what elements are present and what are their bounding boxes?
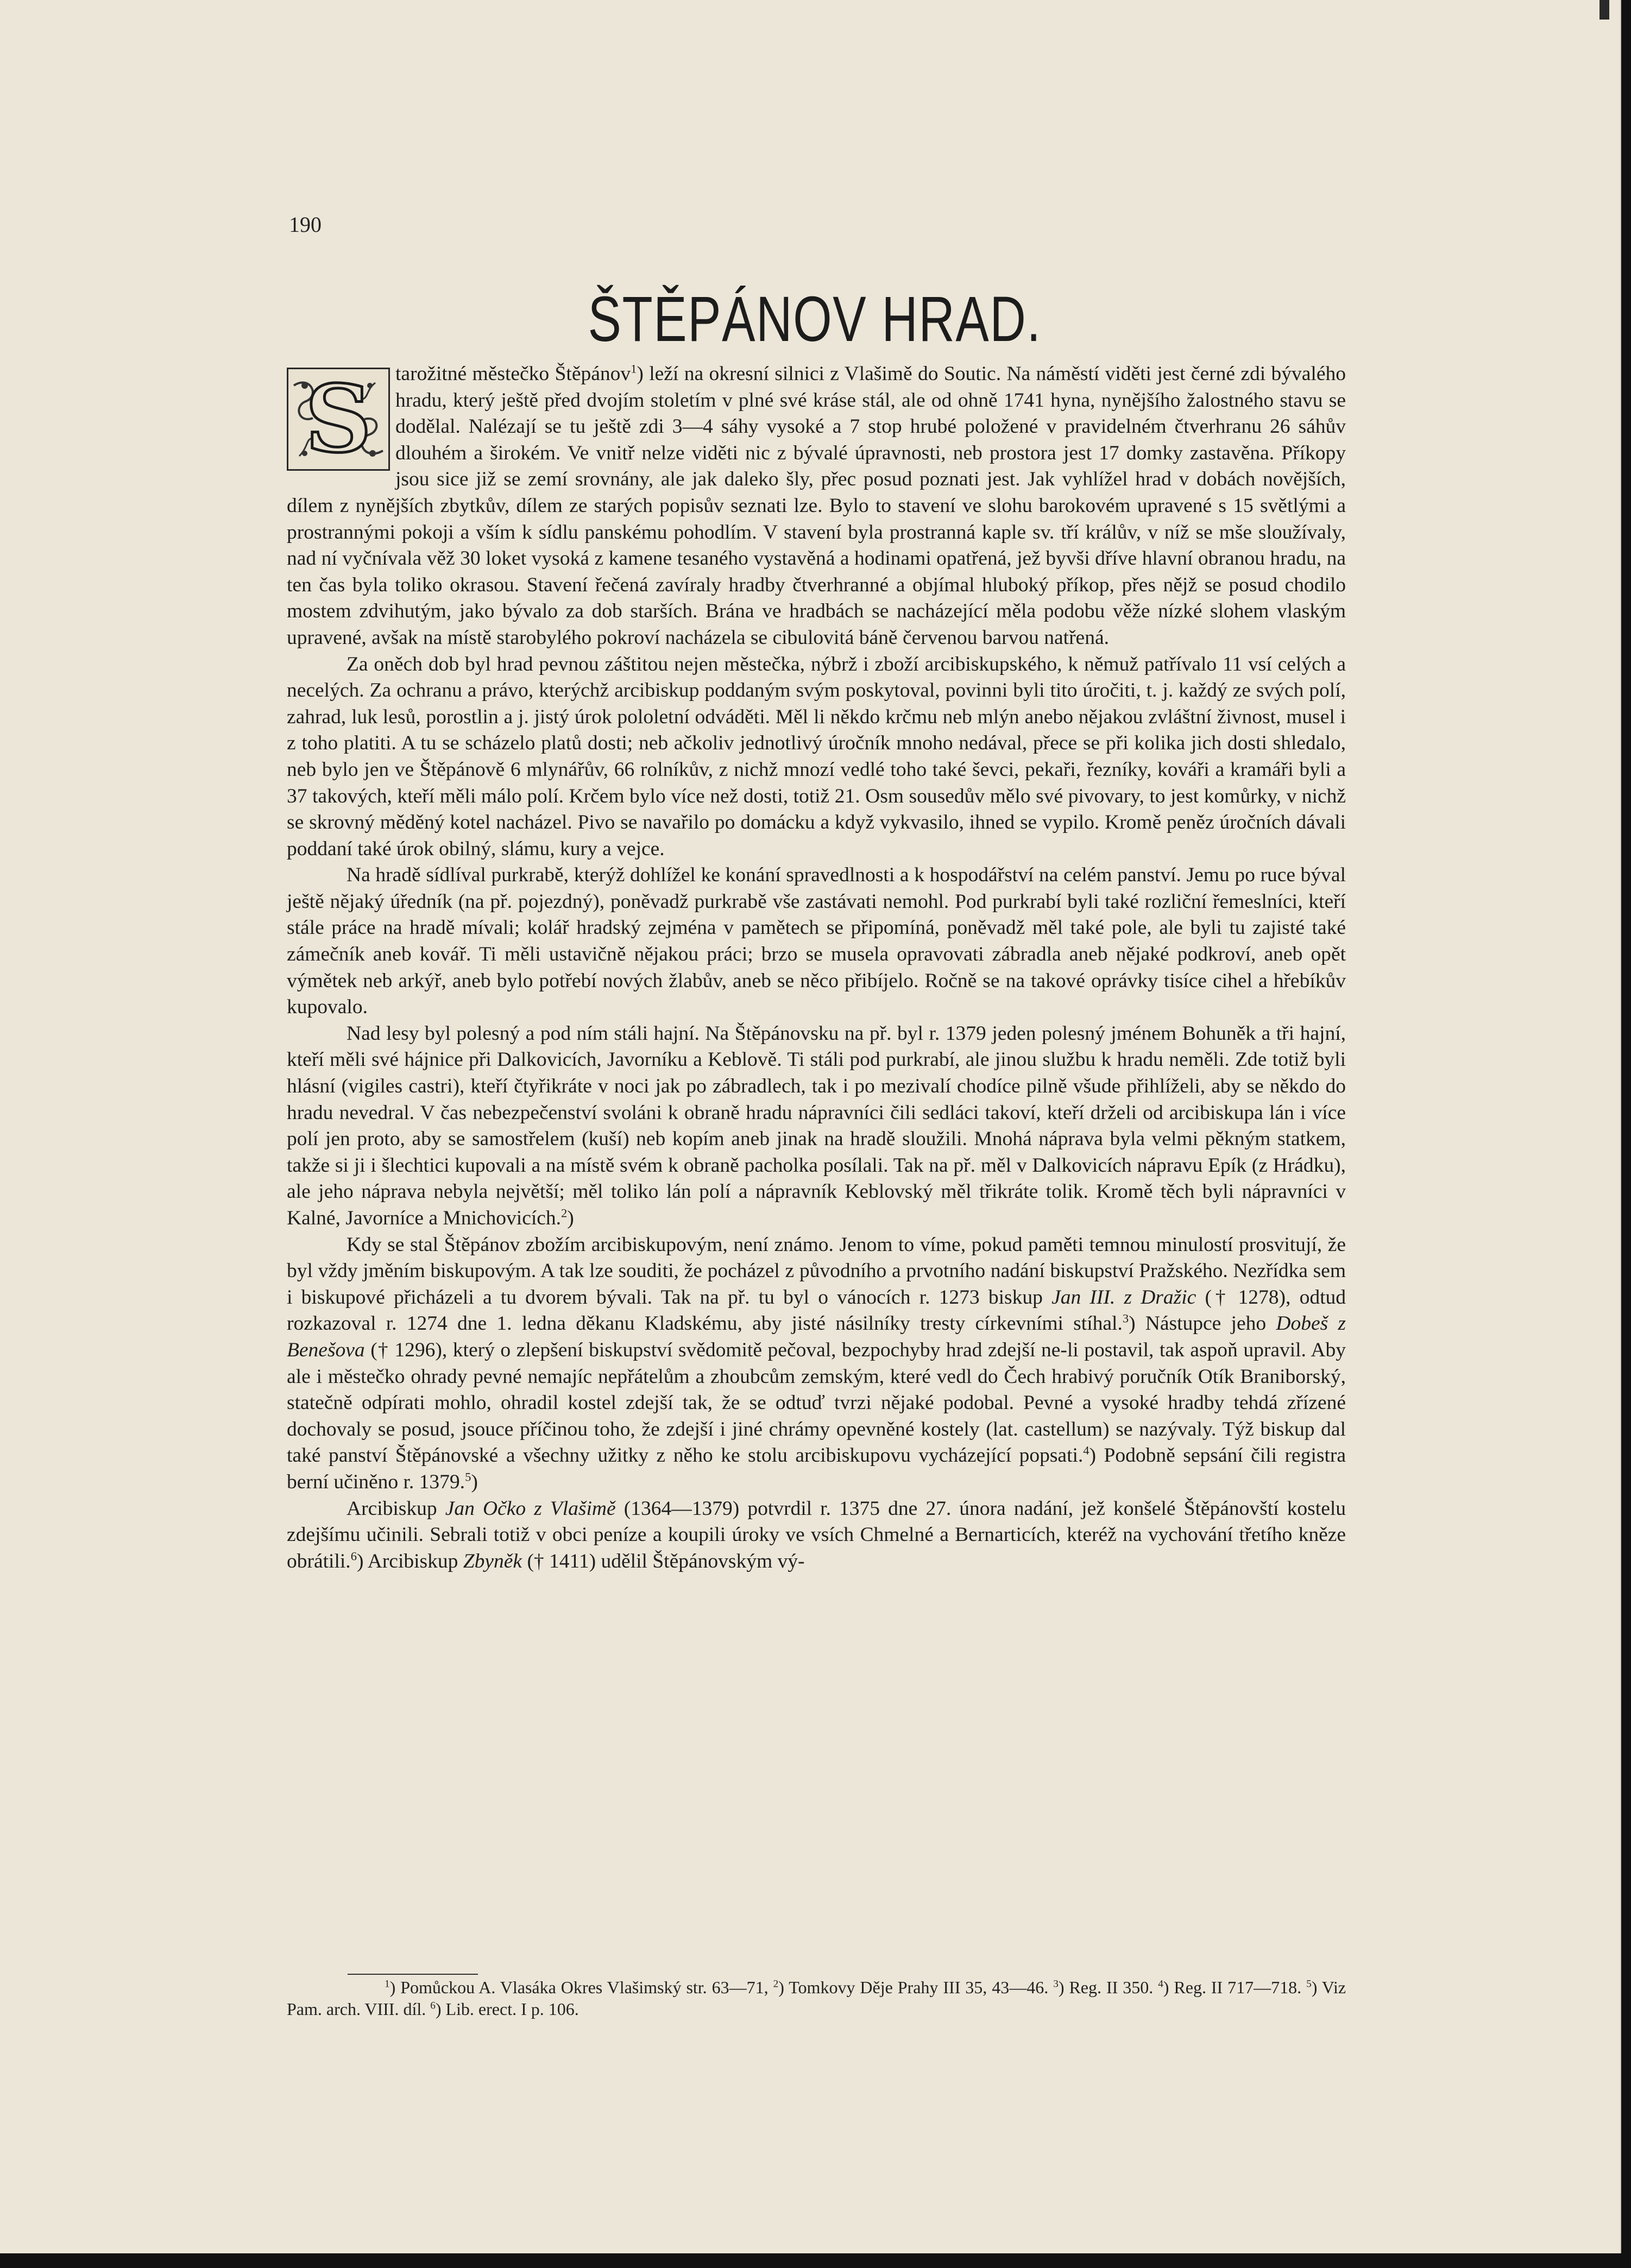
footnote-divider: [348, 1974, 478, 1975]
footnote-mark-3: 3: [1053, 1978, 1059, 1990]
paragraph-5-part-e: ) Podobně sepsání čili registra berní učiněno r. 1379.: [287, 1444, 1346, 1493]
footnote-1: ) Pomůckou A. Vlasáka Okres Vlašimský str. 63—71,: [389, 1978, 773, 1997]
footnote-mark-5: 5: [1306, 1978, 1312, 1990]
paragraph-6-part-d: († 1411) udělil Štěpánovským vý-: [522, 1550, 805, 1572]
dropcap-continuation: tarožitné městečko Štěpánov: [395, 363, 631, 385]
footnote-2: ) Tomkovy Děje Prahy III 35, 43—46.: [778, 1978, 1054, 1997]
initial-letter: S: [305, 365, 372, 473]
paragraph-5-part-a: Kdy se stal Štěpánov zbožím arcibiskupovým, není známo. Jenom to víme, pokud paměti temnou minulostí prosvitují, že byl vždy jměním biskupovým. A tak lze souditi, že pocházel z původního a prvotního nadání biskupství Pražského. Nezřídka sem i biskupové přicházeli a tu dvorem bývali. Tak na př. tu byl o vánocích r. 1273 biskup: [287, 1233, 1346, 1309]
scan-edge-right: [1621, 0, 1631, 2268]
paragraph-4-text: Nad lesy byl polesný a pod ním stáli hajní. Na Štěpánovsku na př. byl r. 1379 jeden polesný jménem Bohuněk a tři hajní, kteří měli své hájnice při Dalkovicích, Javorníku a Keblově. Ti stáli pod purkrabí, ale jinou službu k hradu neměli. Zde totiž byli hlásní (vigiles castri), kteří čtyřikráte v noci jak po zábradlech, tak i po mezivalí chodíce pilně všude přihlíželi, aby se někdo do hradu nevedral. V čas nebezpečenství svoláni k obraně hradu nápravníci čili sedláci takoví, kteří drželi od arcibiskupa lán i více polí jen proto, aby se samostřelem (kuší) neb kopím aneb jinak na hradě sloužili. Mnohá náprava byla velmi pěkným statkem, takže si ji i šlechtici kupovali a na místě svém k obraně pacholka posílali. Tak na př. měl v Dalkovicích nápravu Epík (z Hrádku), ale jeho náprava nebyla největší; měl toliko lán polí a nápravník Keblovský měl třikráte tolik. Kromě těch byli nápravníci v Kalné, Javorníce a Mnichovicích.: [287, 1022, 1346, 1229]
paragraph-1: [287, 361, 1346, 652]
paragraph-5-part-d: († 1296), který o zlepšení biskupství svědomitě pečoval, bezpochyby hrad zdejší ne-li postavil, tak aspoň upravil. Aby ale i městečko ohrady pevné nemajíc nepřátelům a zhoubcům zemským, které vedl do Čech hrabivý poručník Otík Braniborský, statečně odpírati mohlo, ohradil kostel zdejší tak, že se odtuď tvrzi nějaké podobal. Pevné a vysoké hradby tehdá zřízené dochovaly se posud, jsouce příčinou toho, že zdejší i jiné chrámy opevněné kostely (lat. castellum) se nazývaly. Týž biskup dal také panství Štěpánovské a všechny užitky z něho ke stolu arcibiskupovu vycházející popsati.: [287, 1338, 1346, 1467]
paragraph-4-close: ): [567, 1207, 574, 1229]
footnote-ref-4[interactable]: 4: [1083, 1443, 1090, 1457]
paragraph-1-text: ) leží na okresní silnici z Vlašimě do Soutic. Na náměstí viděti jest černé zdi bývalého hradu, který ještě před dvojím stoletím v plné své kráse stál, ale od ohně 1741 hyna, nynějšího žalostného stavu se dodělal. Nalézají se tu ještě zdi 3—4 sáhy vysoké a 7 stop hrubé položené v pravidelném čtverhranu 26 sáhův dlouhém a širokém. Ve vnitř nelze viděti nic z bývalé úpravnosti, neb prostora jest 17 domky zastavěna. Příkopy jsou sice již se zemí srovnány, ale jak daleko šly, přec posud poznati jest. Jak vyhlížel hrad v dobách novějších, dílem z nynějších zbytkův, dílem ze starých popisův seznati lze. Bylo to stavení ve slohu barokovém upravené s 15 světlými a prostrannými pokoji a vším k sídlu panskému pohodlím. V stavení byla prostranná kaple sv. tří králův, v níž se mše sloužívaly, nad ní vyčnívala věž 30 loket vysoká z kamene tesaného vystavěná a hodinami opatřená, jež byvši dříve hlavní obranou hradu, na ten čas byla toliko okrasou. Stavení řečená zavíraly hradby čtverhranné a objímal hluboký příkop, přes nějž se posud chodilo mostem zdvihutým, jako bývalo za dob starších. Brána ve hradbách se nacházející měla podobu věže nízké slohem vlaským upravené, avšak na místě starobylého pokroví nacházela se cibulovitá báně červenou barvou natřená.: [287, 363, 1346, 649]
page-number: 190: [289, 212, 322, 237]
footnote-mark-1: 1: [385, 1978, 390, 1990]
paragraph-6-part-b: (1364—1379) potvrdil r. 1375 dne 27. února nadání, jež konšelé Štěpánovští kostelu zdejšímu učinili. Sebrali totiž v obci peníze a koupili úroky ve vsích Chmelné a Bernarticích, kteréž na vychování třetího kněze obrátili.: [287, 1497, 1346, 1572]
paragraph-5-part-b: († 1278), odtud rozkazoval r. 1274 dne 1. ledna děkanu Kladskému, aby jisté násilníky tresty církevními stíhal.: [287, 1286, 1346, 1335]
paragraph-3: Na hradě sídlíval purkrabě, kterýž dohlížel ke konání spravedlnosti a k hospodářství na celém panství. Jemu po ruce býval ještě nějaký úředník (na př. pojezdný), poněvadž purkrabě vše zastávati nemohl. Pod purkrabí byli také rozliční řemeslníci, kteří stále práce na hradě mívali; kolář hradský zejména v pamětech se připomíná, poněvadž měl také pole, ale byli tu zajisté také zámečník aneb kovář. Ti měli ustavičně nějakou práci; brzo se musela opravovati zábradla aneb nějaké podkroví, aneb opět výmětek neb arkýř, aneb bylo potřebí nových žlabův, aneb se něco přibíjelo. Ročně se na takové oprávky tisíce cihel a hřebíkův kupovalo.: [287, 864, 1346, 1019]
paragraph-6-part-a: Arcibiskup: [347, 1497, 445, 1520]
paragraph-6-part-c: ) Arcibiskup: [356, 1550, 463, 1572]
ornamental-initial: [287, 365, 390, 473]
paragraph-5-part-f: ): [471, 1470, 478, 1493]
person-name-dobes: Dobeš z Benešova: [287, 1312, 1346, 1361]
paragraph-6: [287, 1496, 1346, 1575]
footnote-3: ) Reg. II 350.: [1058, 1978, 1158, 1997]
footnote-mark-4: 4: [1158, 1978, 1163, 1990]
person-name-jan-iii: Jan III. z Dražic: [1051, 1286, 1197, 1309]
paragraph-5: [287, 1232, 1346, 1496]
paragraph-4: [287, 1021, 1346, 1232]
scan-edge-bottom: [0, 2253, 1631, 2268]
footnote-ref-1[interactable]: 1: [631, 362, 637, 376]
person-name-jan-ocko: Jan Očko z Vlašimě: [445, 1497, 616, 1520]
person-name-zbynek: Zbyněk: [463, 1550, 522, 1572]
footnote-ref-6[interactable]: 6: [350, 1549, 357, 1563]
footnote-mark-6: 6: [430, 2000, 436, 2012]
footnotes: [287, 1976, 1346, 2020]
footnote-mark-2: 2: [773, 1978, 779, 1990]
paragraph-2: Za oněch dob byl hrad pevnou záštitou nejen městečka, nýbrž i zboží arcibiskupského, k němuž patřívalo 11 vsí celých a necelých. Za ochranu a právo, kterýchž arcibiskup poddaným svým poskytoval, povinni byli tito úročiti, t. j. každý ze svých polí, zahrad, luk lesů, porostlin a j. jistý úrok pololetní odváděti. Měl li někdo krčmu neb mlýn anebo nějakou zvláštní živnost, musel i z toho platiti. A tu se scházelo platů dosti; neb ačkoliv jednotlivý úročník mnoho nedával, přece se při kolika jich dosti shledalo, neb bylo jen ve Štěpánově 6 mlynářův, 66 rolníkův, z nichž mnozí vedlé toho také ševci, pekaři, řezníky, kováři a kramáři byli a 37 takových, kteří měli málo polí. Krčem bylo více než dosti, totiž 21. Osm sousedův mělo své pivovary, to jest komůrky, v nichž se skrovný měděný kotel nacházel. Pivo se navařilo po domácku a když vykvasilo, ihned se vypilo. Kromě peněz úročních dávali poddaní také úrok obilný, slámu, kury a vejce.: [287, 653, 1346, 860]
footnote-ref-2[interactable]: 2: [561, 1206, 568, 1220]
main-text: [287, 361, 1346, 1575]
footnote-4: ) Reg. II 717—718.: [1163, 1978, 1307, 1997]
page-title: ŠTĚPÁNOV HRAD.: [588, 283, 1042, 355]
footnote-6: ) Lib. erect. I p. 106.: [435, 1999, 579, 2019]
footnote-ref-5[interactable]: 5: [465, 1470, 471, 1484]
paragraph-5-part-c: ) Nástupce jeho: [1129, 1312, 1276, 1335]
footnote-ref-3[interactable]: 3: [1122, 1311, 1129, 1325]
footnote-5: ) Viz Pam. arch. VIII. díl.: [287, 1978, 1346, 2019]
scan-corner-mark: [1599, 0, 1609, 20]
